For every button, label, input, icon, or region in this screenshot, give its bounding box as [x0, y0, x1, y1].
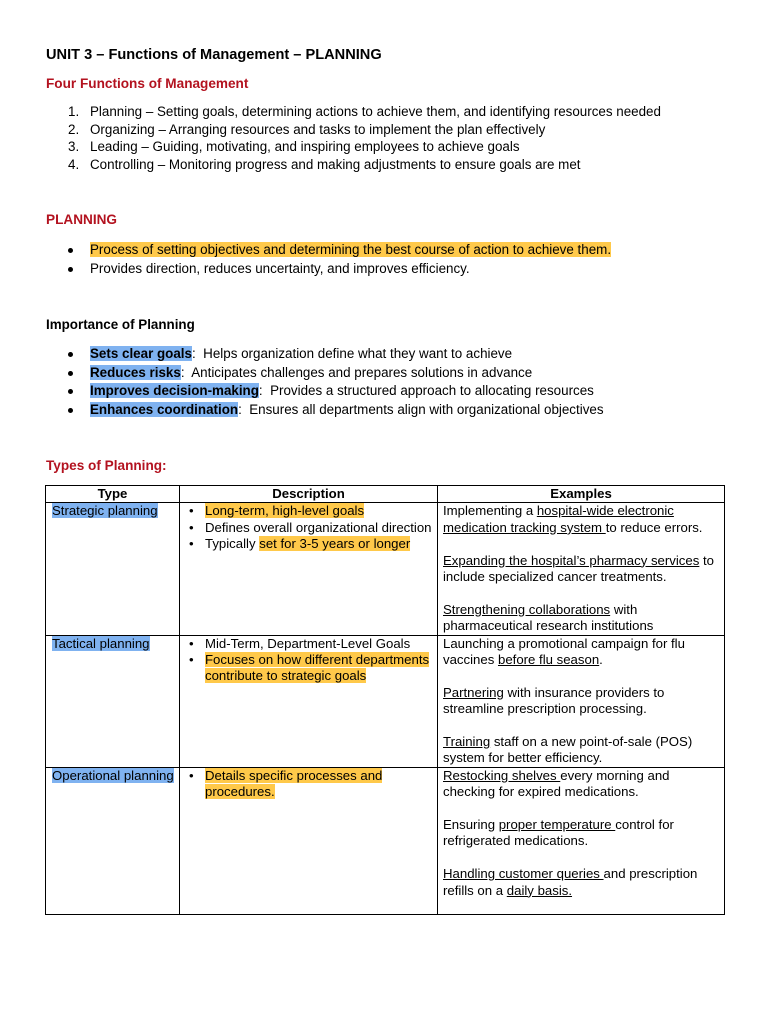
header-type: Type	[46, 486, 180, 503]
list-item: Enhances coordination: Ensures all departments align with organizational objectives	[68, 401, 604, 420]
list-item: 3. Leading – Guiding, motivating, and inspiring employees to achieve goals	[68, 139, 520, 155]
table-row	[46, 635, 725, 767]
description-cell: • Long-term, high-level goals • Defines overall organizational direction • Typically set for 3-5 years or longer	[180, 503, 438, 635]
description-cell: • Details specific processes and procedures.	[180, 767, 438, 914]
four-functions-heading: Four Functions of Management	[46, 76, 249, 91]
type-cell: Operational planning	[46, 767, 180, 914]
list-item: Sets clear goals: Helps organization define what they want to achieve	[68, 345, 604, 364]
list-item: Reduces risks: Anticipates challenges and prepares solutions in advance	[68, 364, 604, 383]
examples-cell: Launching a promotional campaign for flu vaccines before flu season. Partnering with insurance providers to streamline prescription processing. Training staff on a new point-of-sale (POS) system for better efficiency.	[438, 635, 725, 767]
list-item: 4. Controlling – Monitoring progress and making adjustments to ensure goals are met	[68, 156, 581, 172]
functions-list	[68, 103, 748, 173]
page-title: UNIT 3 – Functions of Management – PLANNING	[46, 47, 382, 63]
examples-cell: Implementing a hospital-wide electronic medication tracking system to reduce errors. Expanding the hospital’s pharmacy services to include specialized cancer treatments. Strengthening collaborations with pharmaceutical research institutions	[438, 503, 725, 635]
type-cell: Strategic planning	[46, 503, 180, 635]
list-item: Improves decision-making: Provides a structured approach to allocating resources	[68, 382, 604, 401]
description-cell: • Mid-Term, Department-Level Goals • Focuses on how different departments contribute to strategic goals	[180, 635, 438, 767]
planning-bullets	[68, 241, 611, 278]
list-item: Provides direction, reduces uncertainty, and improves efficiency.	[68, 260, 611, 279]
list-item	[68, 241, 611, 260]
list-item: 2. Organizing – Arranging resources and tasks to implement the plan effectively	[68, 121, 546, 137]
table-row	[46, 503, 725, 635]
types-heading: Types of Planning:	[46, 458, 167, 473]
planning-types-table	[45, 485, 725, 915]
table-row	[46, 767, 725, 914]
highlighted-term: Enhances coordination	[90, 401, 239, 417]
type-cell: Tactical planning	[46, 635, 180, 767]
highlighted-term: Sets clear goals	[90, 346, 192, 361]
importance-list	[68, 345, 604, 419]
examples-cell: Restocking shelves every morning and checking for expired medications. Ensuring proper temperature control for refrigerated medications. Handling customer queries and prescription refills on a daily basis.	[438, 767, 725, 914]
header-description: Description	[180, 486, 438, 503]
highlighted-term: Reduces risks	[90, 364, 181, 380]
highlighted-term: Improves decision-making	[90, 383, 259, 399]
list-item: 1. Planning – Setting goals, determining actions to achieve them, and identifying resources needed	[68, 104, 661, 119]
header-examples: Examples	[438, 486, 725, 503]
highlighted-text: Process of setting objectives and determining the best course of action to achieve them.	[90, 242, 612, 257]
table-header-row	[46, 486, 725, 503]
importance-heading: Importance of Planning	[46, 317, 195, 332]
planning-heading: PLANNING	[46, 212, 117, 227]
